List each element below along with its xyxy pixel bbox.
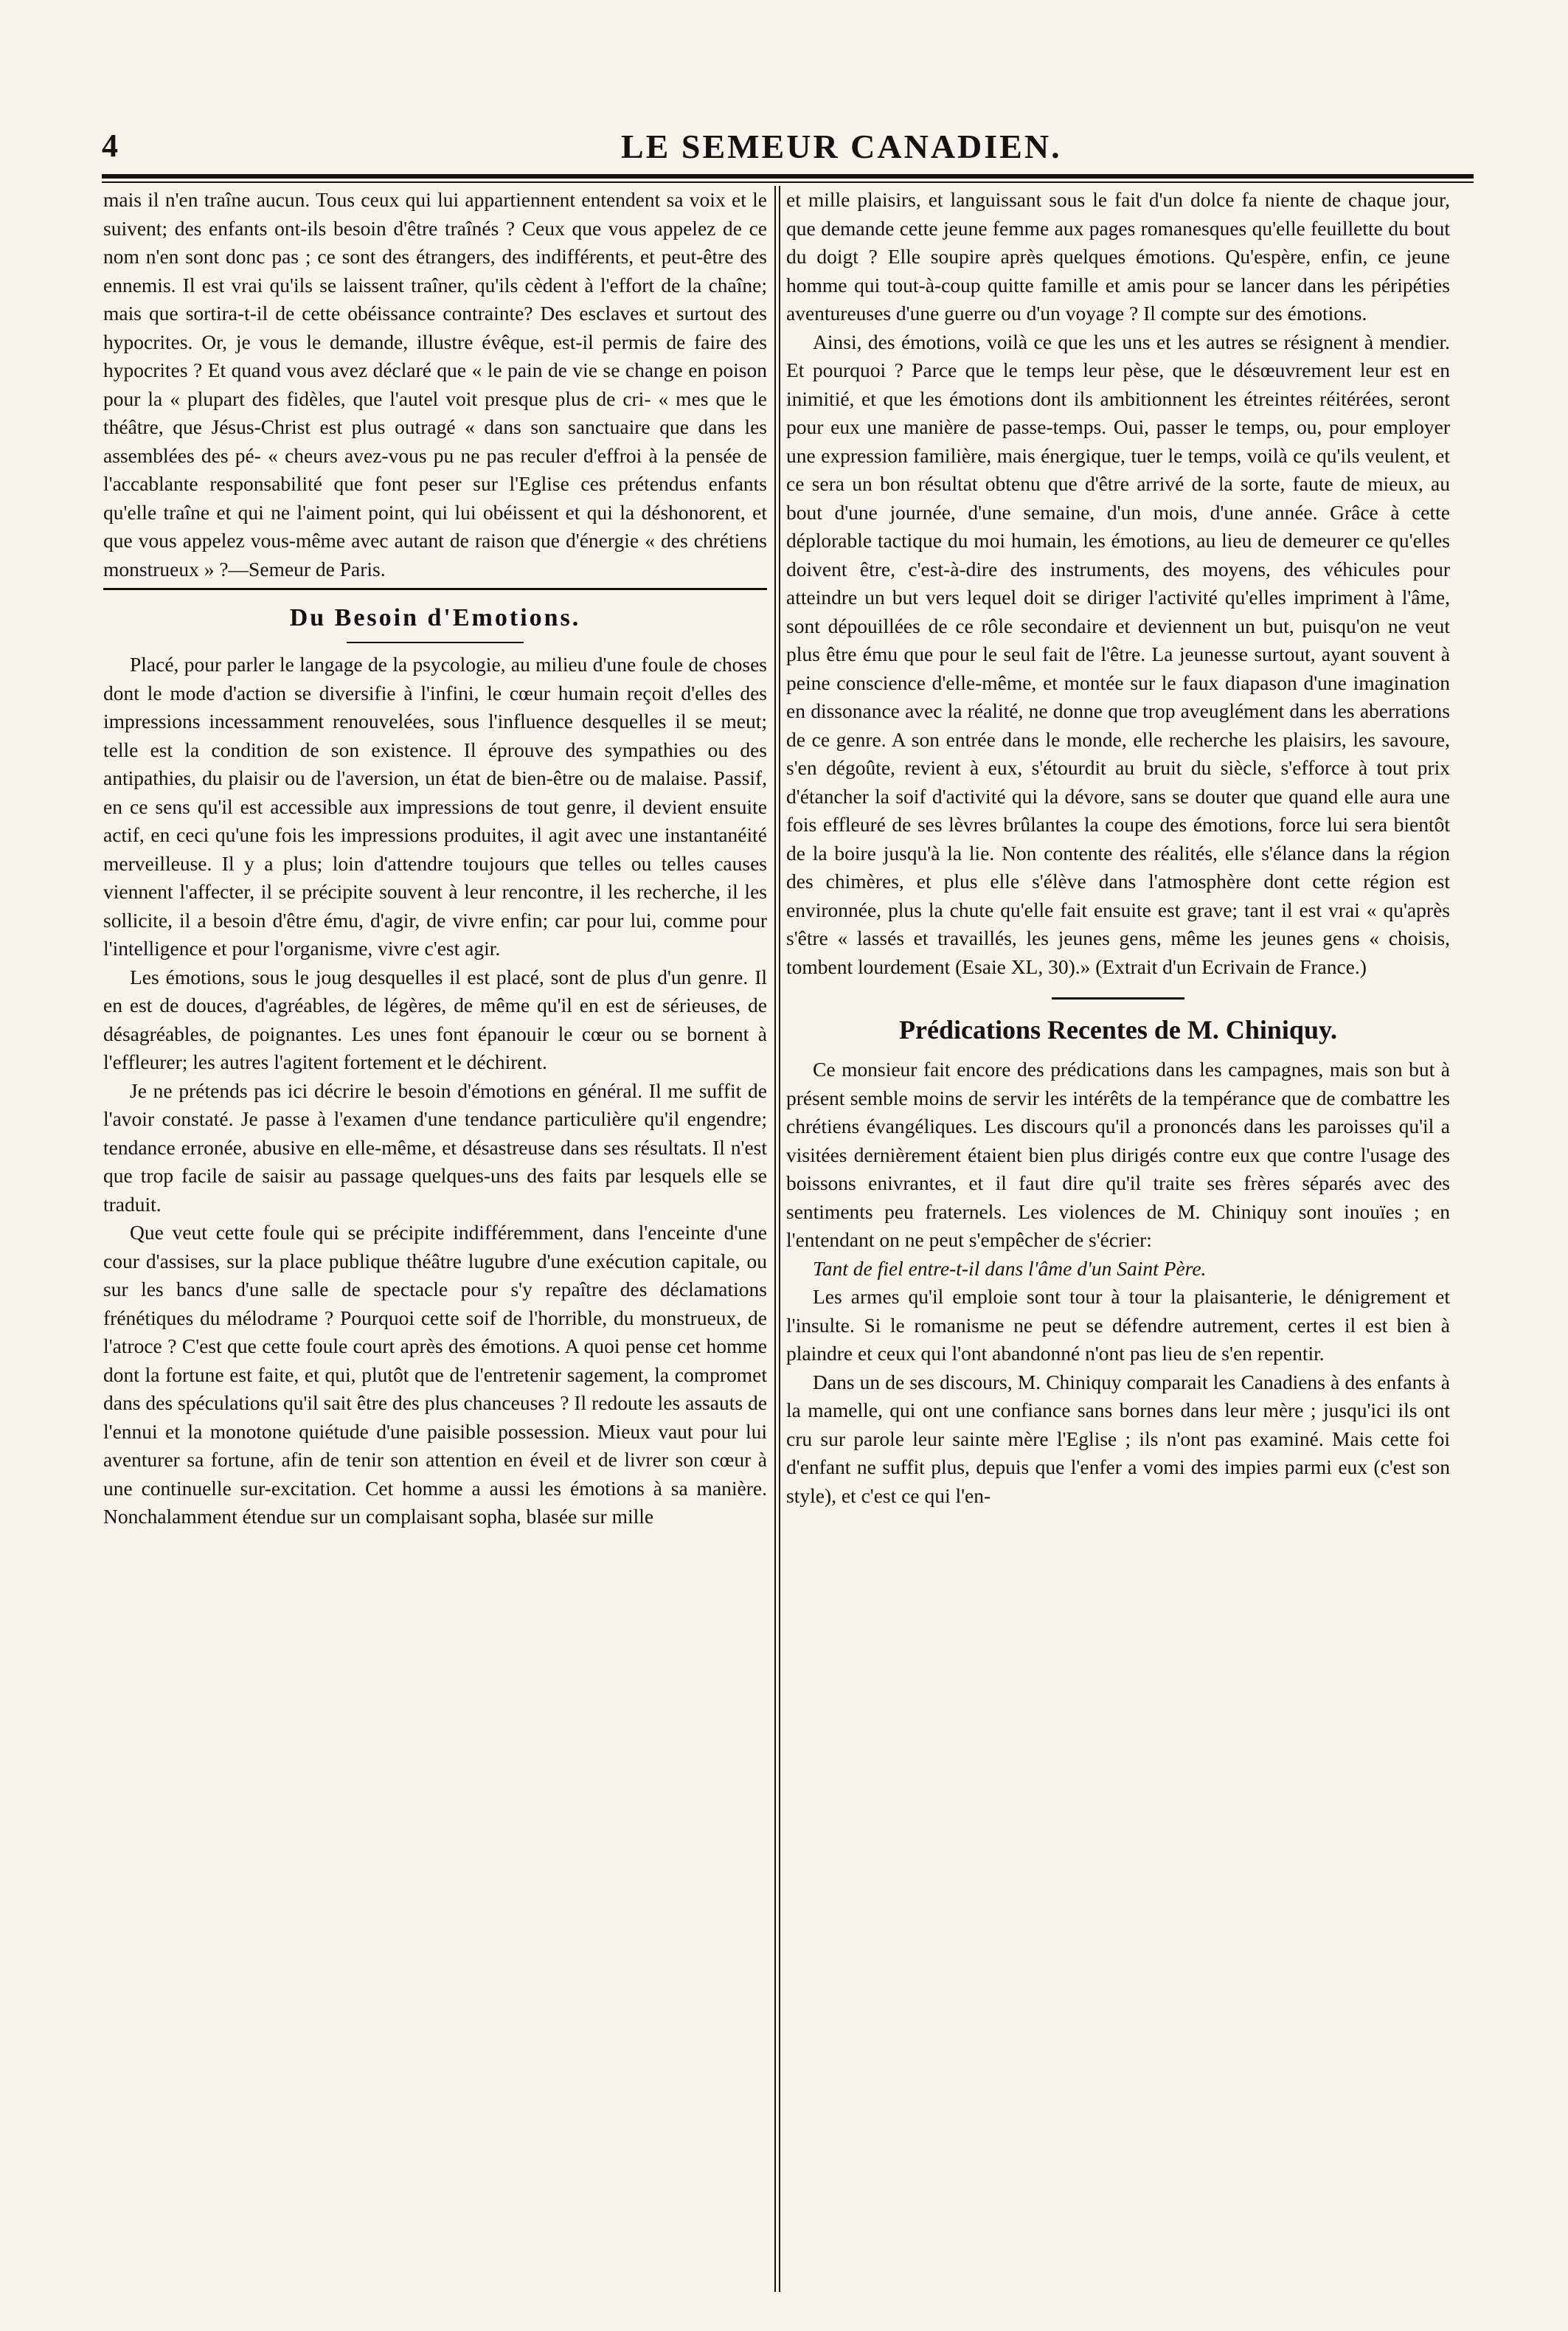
left-column <box>103 186 767 1531</box>
header-rule-thin <box>102 181 1474 183</box>
page-number: 4 <box>102 128 118 164</box>
header-rule <box>102 174 1474 179</box>
title-underline <box>347 642 524 643</box>
article-end-rule <box>103 588 767 590</box>
quoted-line: Tant de fiel entre-t-il dans l'âme d'un Saint Père. <box>813 1256 1207 1280</box>
paragraph: Ainsi, des émotions, voilà ce que les uns et les autres se résignent à mendier. Et pourquoi ? Parce que le temps leur pèse, que le désœuvrement leur est en inimitié, et que les émotions dont ils ambitionnent les étreintes réitérées, seront pour eux une manière de passe-temps. Oui, passer le temps, ou, pour employer une expression familière, mais énergique, tuer le temps, voilà ce qu'ils veulent, et ce sera un bon résultat obtenu que d'être arrivé de la sorte, faute de mieux, au bout d'une journée, d'une semaine, d'un mois, d'une année. Grâce à cette déplorable tactique du moi humain, les émotions, au lieu de demeurer ce qu'elles doivent être, c'est-à-dire des instruments, des moyens, des véhicules pour atteindre un but vers lequel doit se diriger l'activité qu'elles impriment à l'âme, sont dépouillées de ce rôle secondaire et deviennent un but, puisqu'on ne veut plus être ému que pour le seul fait de l'être. La jeunesse surtout, ayant souvent à peine conscience d'elle-même, et montée sur le faux diapason d'une imagination en dissonance avec la réalité, ne donne que trop aveuglément dans les aberrations de ce genre. A son entrée dans le monde, elle recherche les plaisirs, les savoure, s'en dégoûte, revient à eux, s'étourdit au bruit du siècle, s'efforce à tout prix d'étancher la soif d'activité qui la dévore, sans se douter que quand elle aura une fois effleuré de ses lèvres brûlantes la coupe des émotions, force lui sera bientôt de la boire jusqu'à la lie. Non contente des réalités, elle s'élance dans la région des chimères, et plus elle s'élève dans l'atmosphère dont cette région est environnée, plus la chute qu'elle fait ensuite est grave; tant il est vrai « qu'après s'être « lassés et travaillés, les jeunes gens, même les jeunes gens « choisis, tombent lourdement (Esaie XL, 30).» (Extrait d'un Ecrivain de France.) <box>786 330 1450 978</box>
section-title-chiniquy: Prédications Recentes de M. Chiniquy. <box>899 1015 1337 1045</box>
right-column <box>786 186 1450 1510</box>
opening-paragraph: mais il n'en traîne aucun. Tous ceux qui lui appartiennent entendent sa voix et le suivent; des enfants ont-ils besoin d'être traînés ? Ceux que vous appelez de ce nom n'en sont donc pas ; ce sont des étrangers, des indifférents, et peut-être des ennemis. Il est vrai qu'ils se laissent traîner, qu'ils cèdent à l'effort de la chaîne; mais que sortira-t-il de cette obéissance contrainte? Des esclaves et surtout des hypocrites. Or, je vous le demande, illustre évêque, est-il permis de faire des hypocrites ? Et quand vous avez déclaré que « le pain de vie se change en poison pour la « plupart des fidèles, que l'autel voit presque plus de cri- « mes que le théâtre, que Jésus-Christ est plus outragé « dans son sanctuaire que dans les assemblées des pé- « cheurs avez-vous pu ne pas reculer d'effroi à la pensée de l'accablante responsabilité que font peser sur l'Eglise ces prétendus enfants qu'elle traîne et qui ne l'aiment point, qui lui obéissent et qui la déshonorent, et que vous appelez vous-même avec autant de raison que d'énergie « des chrétiens monstrueux » ?—Semeur de Paris. <box>103 188 767 581</box>
paragraph: Placé, pour parler le langage de la psycologie, au milieu d'une foule de choses dont le mode d'action se diversifie à l'infini, le cœur humain reçoit d'elles des impressions incessamment renouvelées, sous l'influence desquelles il se meut; telle est la condition de son existence. Il éprouve des sympathies ou des antipathies, du plaisir ou de l'aversion, un état de bien-être ou de malaise. Passif, en ce sens qu'il est accessible aux impressions de tout genre, il devient ensuite actif, en ceci qu'une fois les impressions produites, il agit avec une instantanéité merveilleuse. Il y a plus; loin d'attendre toujours que telles ou telles causes viennent l'affecter, il se précipite souvent à leur rencontre, il les recherche, il les sollicite, il a besoin d'être ému, d'agir, de vivre enfin; car pour lui, comme pour l'intelligence et pour l'organisme, vivre c'est agir. <box>103 653 767 960</box>
paragraph: Les émotions, sous le joug desquelles il est placé, sont de plus d'un genre. Il en est de douces, d'agréables, de légères, de même qu'il en est de sérieuses, de désagréables, de poignantes. Les unes font épanouir le cœur ou se bornent à l'effleurer; les autres l'agitent fortement et le déchirent. <box>103 965 767 1073</box>
section-title-emotions: Du Besoin d'Emotions. <box>289 604 581 631</box>
paragraph: et mille plaisirs, et languissant sous le fait d'un dolce fa niente de chaque jour, que demande cette jeune femme aux pages romanesques qu'elle feuillette du bout du doigt ? Elle soupire après quelques émotions. Qu'espère, enfin, ce jeune homme qui tout-à-coup quitte famille et amis pour se lancer dans les péripéties aventureuses d'une guerre ou d'un voyage ? Il compte sur des émotions. <box>786 188 1450 325</box>
paragraph: Que veut cette foule qui se précipite indifféremment, dans l'enceinte d'une cour d'assises, sur la place publique théâtre lugubre d'une exécution capitale, ou sur les bancs d'une salle de spectacle pour s'y repaître des déclamations frénétiques du mélodrame ? Pourquoi cette soif de l'horrible, du monstrueux, de l'atroce ? C'est que cette foule court après des émotions. A quoi pense cet homme dont la fortune est faite, et qui, plutôt que de l'entretenir sagement, la compromet dans des spéculations qu'il sait être des plus chanceuses ? Il redoute les assauts de l'ennui et la monotone quiétude d'une paisible possession. Mieux vaut pour lui aventurer sa fortune, afin de tenir son attention en éveil et de livrer son cœur à une continuelle sur-excitation. Cet homme a aussi les émotions à sa manière. Nonchalamment étendue sur un complaisant sopha, blasée sur mille <box>103 1221 767 1528</box>
paragraph: Ce monsieur fait encore des prédications dans les campagnes, mais son but à présent semble moins de servir les intérêts de la tempérance que de combattre les chrétiens évangéliques. Les discours qu'il a prononcés dans les paroisses qu'il a visitées dernièrement étaient bien plus dirigés contre eux que contre l'usage des boissons enivrantes, et il faut dire qu'il traite ses frères séparés avec des sentiments peu fraternels. Les violences de M. Chiniquy sont inouïes ; en l'entendant on ne peut s'empêcher de s'écrier: <box>786 1058 1450 1251</box>
paragraph: Dans un de ses discours, M. Chiniquy comparait les Canadiens à des enfants à la mamelle, qui ont une confiance sans bornes dans leur mère ; jusqu'ici ils ont cru sur parole leur sainte mère l'Eglise ; ils n'ont pas examiné. Mais cette foi d'enfant ne suffit plus, depuis que l'enfer a vomi des impies parmi eux (c'est son style), et c'est ce qui l'en- <box>786 1370 1450 1507</box>
paragraph: Les armes qu'il emploie sont tour à tour la plaisanterie, le dénigrement et l'insulte. Si le romanisme ne peut se défendre autrement, certes il est bien à plaindre et ceux qui l'ont abandonné n'ont pas lieu de s'en repentir. <box>786 1285 1450 1365</box>
article-separator <box>1052 997 1184 1000</box>
column-divider-inner <box>779 186 780 2292</box>
page-header <box>102 127 1488 171</box>
column-divider <box>774 186 776 2292</box>
paragraph: Je ne prétends pas ici décrire le besoin d'émotions en général. Il me suffit de l'avoir constaté. Je passe à l'examen d'une tendance particulière qu'il engendre; tendance erronée, abusive en elle-même, et désastreuse dans ses résultats. Il n'est que trop facile de saisir au passage quelques-uns des faits par lesquels elle se traduit. <box>103 1078 767 1216</box>
masthead-title: LE SEMEUR CANADIEN. <box>621 128 1062 165</box>
